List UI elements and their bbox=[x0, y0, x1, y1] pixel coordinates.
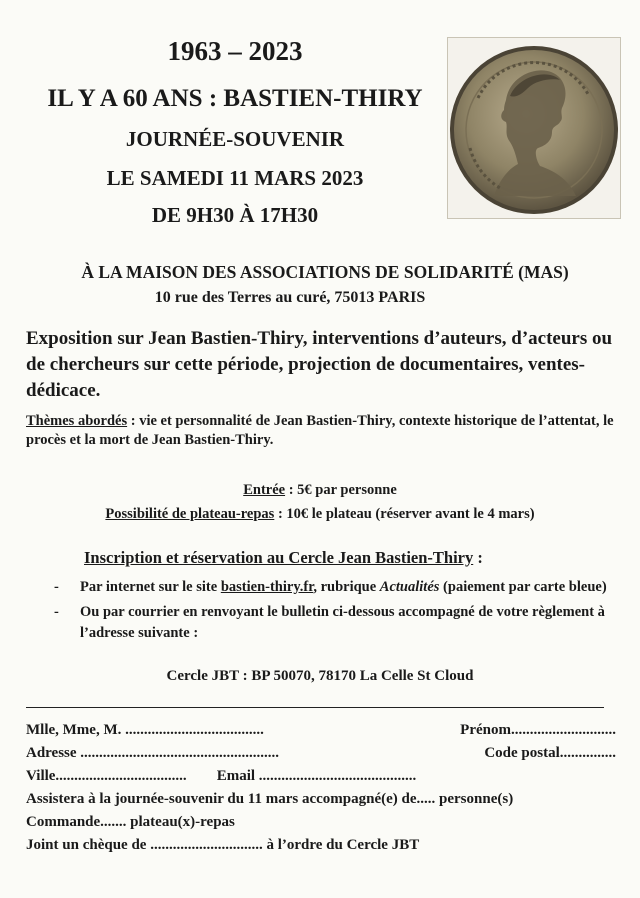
header bbox=[0, 30, 470, 228]
medal-portrait-icon bbox=[448, 38, 620, 218]
entry-text: : 5€ par personne bbox=[285, 482, 397, 498]
email-field: Email .......................................... bbox=[216, 768, 417, 784]
cheque-field: Joint un chèque de .............................. à l’ordre du Cercle JBT bbox=[26, 837, 420, 853]
themes-text: : vie et personnalité de Jean Bastien-Thiry, contexte historique de l’attentat, le procès et la mort de Jean Bastien-Thiry. bbox=[26, 413, 614, 448]
internet-suffix: (paiement par carte bleue) bbox=[439, 579, 607, 595]
form-row bbox=[26, 837, 616, 860]
postal-address: Cercle JBT : BP 50070, 78170 La Celle St Cloud bbox=[166, 668, 474, 684]
bullet-dash: - bbox=[54, 579, 59, 595]
form-row bbox=[26, 722, 616, 745]
postal-code-field: Code postal............... bbox=[484, 745, 616, 761]
signup-heading bbox=[84, 548, 483, 568]
entry-label: Entrée bbox=[243, 482, 286, 498]
attendance-field: Assistera à la journée-souvenir du 11 mars accompagné(e) de..... personne(s) bbox=[26, 791, 514, 807]
venue-name: À LA MAISON DES ASSOCIATIONS DE SOLIDARITÉ (MAS) bbox=[81, 262, 569, 282]
meals-field: Commande....... plateau(x)-repas bbox=[26, 814, 235, 830]
website-link[interactable]: bastien-thiry.fr bbox=[220, 579, 314, 595]
form-row bbox=[26, 791, 616, 814]
signup-heading-text: Inscription et réservation au Cercle Jean Bastien-Thiry bbox=[84, 548, 474, 567]
venue-address: 10 rue des Terres au curé, 75013 PARIS bbox=[154, 289, 426, 306]
signup-heading-suffix: : bbox=[473, 548, 483, 567]
prices-block bbox=[0, 478, 640, 526]
themes-label: Thèmes abordés bbox=[26, 413, 128, 429]
event-description: Exposition sur Jean Bastien-Thiry, interventions d’auteurs, d’acteurs ou de chercheurs sur cette période, projection de documentaires, ventes-dédicace. bbox=[26, 328, 613, 401]
bullet-dash: - bbox=[54, 604, 59, 620]
form-row bbox=[26, 814, 616, 837]
list-item bbox=[54, 577, 614, 598]
civility-field: Mlle, Mme, M. ..................................... bbox=[26, 722, 264, 738]
list-item bbox=[54, 602, 614, 644]
internet-mid: , rubrique bbox=[313, 579, 380, 595]
event-date: LE SAMEDI 11 MARS 2023 bbox=[106, 166, 364, 190]
internet-option bbox=[80, 577, 607, 598]
themes-paragraph bbox=[26, 412, 626, 450]
event-subtitle: JOURNÉE-SOUVENIR bbox=[125, 127, 345, 151]
city-field: Ville................................... bbox=[26, 768, 187, 784]
anniversary-years: 1963 – 2023 bbox=[167, 36, 303, 66]
address-field: Adresse ..................................................... bbox=[26, 745, 280, 761]
signup-options bbox=[54, 577, 614, 648]
meal-text: : 10€ le plateau (réserver avant le 4 mars) bbox=[274, 506, 535, 522]
internet-prefix: Par internet sur le site bbox=[80, 579, 221, 595]
event-time: DE 9H30 À 17H30 bbox=[151, 203, 319, 227]
mail-option: Ou par courrier en renvoyant le bulletin ci-dessous accompagné de votre règlement à l’adresse suivante : bbox=[80, 604, 605, 641]
internet-section: Actualités bbox=[379, 579, 440, 595]
divider bbox=[26, 707, 604, 708]
registration-form bbox=[26, 722, 616, 860]
form-row bbox=[26, 745, 616, 768]
meal-label: Possibilité de plateau-repas bbox=[105, 506, 275, 522]
firstname-field: Prénom............................ bbox=[460, 722, 616, 738]
event-title: IL Y A 60 ANS : BASTIEN-THIRY bbox=[47, 85, 423, 112]
meal-price bbox=[0, 502, 640, 526]
form-row bbox=[26, 768, 616, 791]
venue-block bbox=[0, 262, 640, 307]
entry-price bbox=[0, 478, 640, 502]
medal-image bbox=[447, 37, 621, 219]
